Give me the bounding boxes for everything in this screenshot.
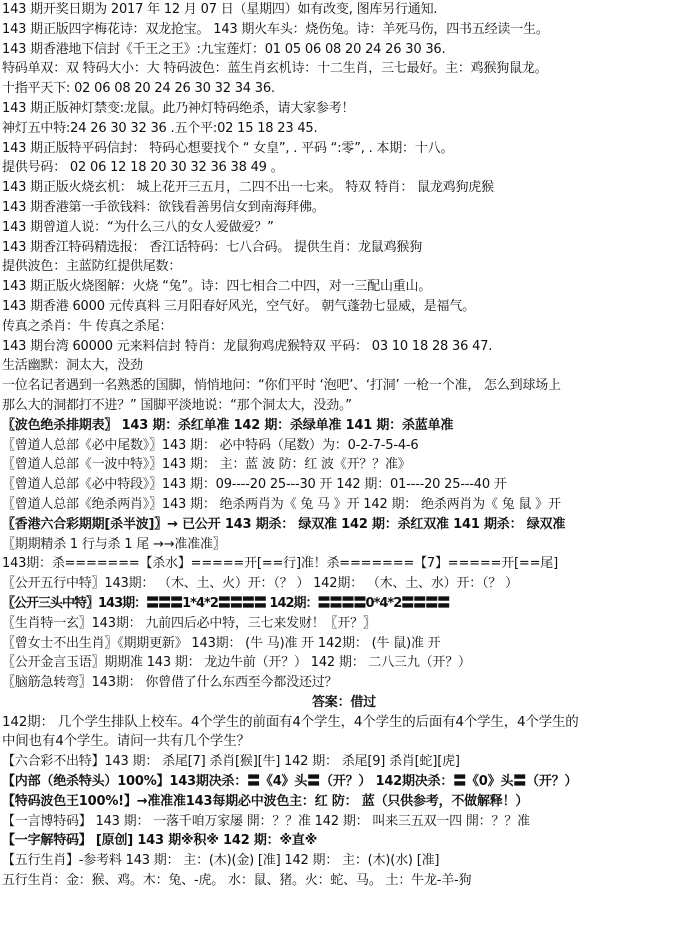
text-line-heading: 〖波色绝杀排期表〗 143 期：杀红单准 142 期：杀绿单准 141 期：杀蓝单准 (2, 417, 454, 433)
text-line: 〖曾道人总部《必中尾数》〗143 期： 必中特码（尾数）为：0-2-7-5-4-6 (2, 437, 419, 453)
text-line: 143 期台湾 60000 元来料信封 特肖：龙鼠狗鸡虎猴特双 平码： 03 10 18 28 36 47. (2, 338, 493, 354)
answer-line: 答案：借过 (311, 694, 376, 710)
text-line: 143 期香港地下信封《千王之王》:九宝莲灯：01 05 06 08 20 24 26 30 36. (2, 41, 446, 57)
text-line: 143 期正版火烧图解：火烧 “兔”。诗：四七相合二中四，对一三配山重山。 (2, 279, 432, 295)
text-line: 提供号码： 02 06 12 18 20 30 32 36 38 49 。 (2, 160, 284, 176)
text-line: 传真之杀肖：牛 传真之杀尾： (2, 318, 173, 334)
text-line: 143 期正版特平码信封： 特码心想要找个 “ 女皇”, . 平码 “:零”, . 本期：十八。 (2, 140, 454, 156)
text-line: 中间也有4个学生。请问一共有几个学生？ (2, 733, 250, 750)
text-line: 五行生肖：金：猴、鸡。木：兔、-虎。 水：鼠、猪。火：蛇、马。 土：牛龙-羊-狗 (2, 873, 472, 889)
text-line-heading: 【一字解特码】 [原创] 143 期※积※ 142 期：※直※ (2, 833, 318, 849)
text-line: 〖期期精杀 1 行与杀 1 尾 →→准准准〗 (2, 536, 226, 552)
text-line: 〖曾道人总部《一波中特》〗143 期： 主：蓝 波 防：红 波《开？？准》 (2, 457, 411, 473)
text-line: 143 期香港 6000 元传真料 三月阳春好风光，空气好。 朝气蓬勃七显威，是福气。 (2, 298, 475, 314)
text-line: 一位名记者遇到一名熟悉的国脚，悄悄地问：“你们平时 ‘泡吧’、‘打洞’ 一枪一个准， 怎么到球场上 (2, 378, 561, 394)
text-line: 〖脑筋急转弯〗143期： 你曾借了什么东西至今都没还过？ (2, 675, 338, 691)
document-body (2, 0, 686, 891)
text-line: 【一言博特码】 143 期： 一落千咱万家屡 開：？？准 142 期： 叫来三五双一四 開：？？准 (2, 813, 530, 829)
text-line: 143 期香港第一手欲钱料：欲钱看善男信女到南海拜佛。 (2, 199, 325, 215)
text-line: 〖曾道人总部《必中特段》〗143 期：09----20 25---30 开 142 期：01----20 25---40 开 (2, 477, 507, 493)
text-line: 〖曾道人总部《绝杀两肖》〗143 期： 绝杀两肖为《 兔 马 》开 142 期： 绝杀两肖为《 兔 鼠 》开 (2, 496, 561, 512)
text-line: 143 期开奖日期为 2017 年 12 月 07 日（星期四）如有改变, 图库另行通知. (2, 2, 438, 17)
text-line: 142期： 几个学生排队上校车。4个学生的前面有4个学生，4个学生的后面有4个学生，4个学生的 (2, 713, 579, 730)
text-line: 十指平天下: 02 06 08 20 24 26 30 32 34 36. (2, 81, 275, 97)
text-line: 【五行生肖】-参考料 143 期： 主：(木)(金) [准] 142 期： 主：(木)(水) [准] (2, 853, 440, 869)
text-line: 143 期香江特码精选报： 香江话特码：七八合码。 提供生肖：龙鼠鸡猴狗 (2, 239, 423, 255)
text-line: 生活幽默：洞太大，没劲 (2, 358, 143, 374)
text-line: 143 期正版火烧玄机： 城上花开三五月，二四不出一七来。 特双 特肖： 鼠龙鸡狗虎猴 (2, 180, 494, 196)
text-line: 【六合彩不出特】143 期： 杀尾[7] 杀肖[猴][牛] 142 期： 杀尾[9] 杀肖[蛇][虎] (2, 754, 460, 770)
text-line-heading: 【特码波色王100%!】→准准准143每期必中波色主：红 防： 蓝（只供参考，不做解释！） (2, 793, 529, 809)
text-line: 神灯五中特:24 26 30 32 36 .五个平:02 15 18 23 45. (2, 120, 318, 136)
text-line: 143 期正版四字梅花诗：双龙抢宝。 143 期火车头：烧伤兔。诗：羊死马伤，四书五经读一生。 (2, 21, 549, 37)
text-line-heading: 〖香港六合彩期期[杀半波]〗→ 已公开 143 期杀： 绿双准 142 期：杀红双准 141 期杀： 绿双准 (2, 516, 566, 532)
text-line: 〖曾女士不出生肖〗《期期更新》 143期： (牛 马)准 开 142期： (牛 鼠)准 开 (2, 635, 441, 651)
text-line: 143 期正版神灯禁变:龙鼠。此乃神灯特码绝杀，请大家参考！ (2, 100, 355, 116)
text-line-heading: 【内部（绝杀特头）100%】143期决杀：〓《4》头〓（开？） 142期决杀：〓《0》头〓（开？） (2, 774, 578, 790)
text-line: 〖公开五行中特〗143期： （木、土、火）开：（？ ） 142期： （木、土、水）开：（？ ） (2, 576, 518, 592)
text-line: 〖生肖特一玄〗143期： 九前四后必中特，三七来发财！〖开？〗 (2, 615, 376, 631)
text-line: 143期：杀=======【杀水】=====开[==行]准！杀=======【7】=====开[==尾] (2, 556, 558, 572)
text-line: 特码单双：双 特码大小：大 特码波色：蓝生肖玄机诗：十二生肖，三七最好。主：鸡猴狗鼠龙。 (2, 61, 548, 77)
text-line: 提供波色：主蓝防红提供尾数： (2, 259, 182, 275)
text-line: 〖公开金言玉语〗期期准 143 期： 龙边牛前（开？） 142 期： 二八三九（开？） (2, 655, 471, 671)
text-line: 143 期曾道人说：“为什么三八的女人爱做爱？” (2, 219, 274, 235)
text-line: 〖公开三头中特〗143期：〓〓〓1*4*2〓〓〓〓 142期：〓〓〓〓0*4*2〓〓〓〓 (2, 595, 450, 611)
text-line: 那么大的洞都打不进？” 国脚平淡地说：“那个洞太大，没劲。” (2, 397, 352, 413)
